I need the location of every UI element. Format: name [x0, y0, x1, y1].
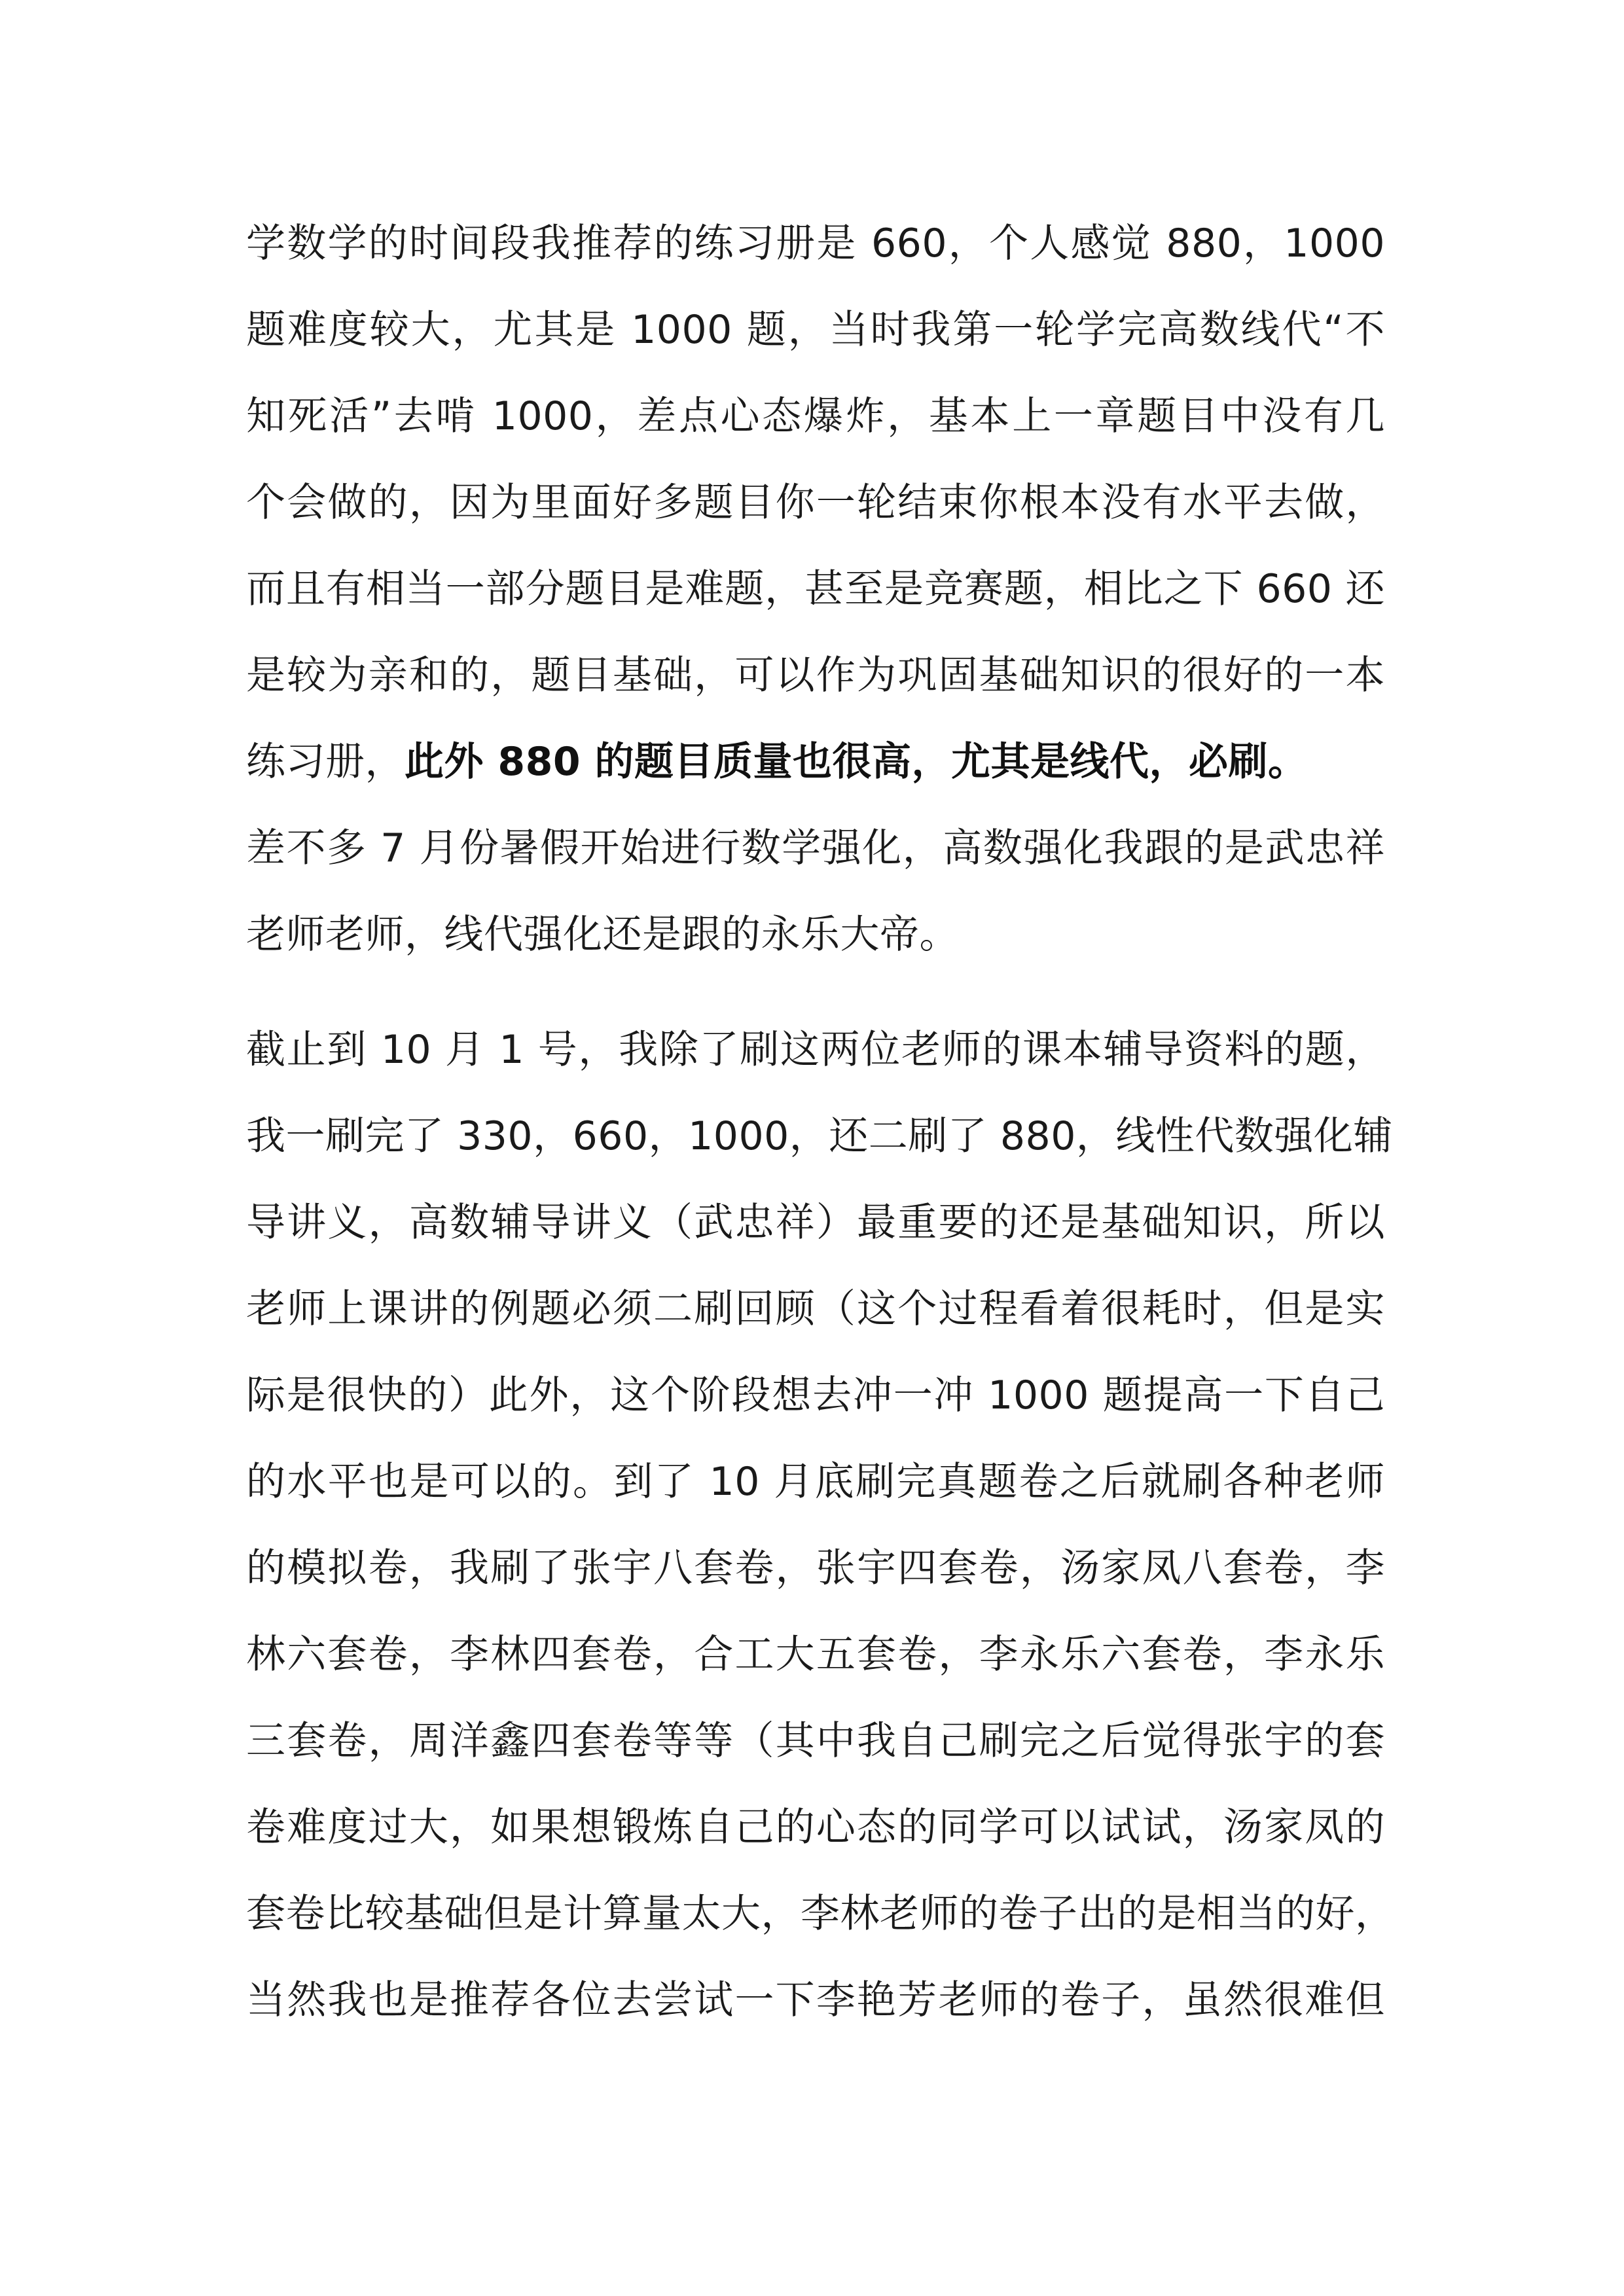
text-line: 的模拟卷，我刷了张宇八套卷，张宇四套卷，汤家凤八套卷，李 — [246, 1545, 1385, 1591]
text-line: 我一刷完了 330，660，1000，还二刷了 880，线性代数强化辅 — [246, 1113, 1393, 1159]
paragraph-study-materials — [246, 200, 1385, 978]
text-line: 际是很快的）此外，这个阶段想去冲一冲 1000 题提高一下自己 — [246, 1372, 1385, 1418]
text-line: 老师老师，线代强化还是跟的永乐大帝。 — [246, 912, 959, 958]
text-line: 是较为亲和的，题目基础，可以作为巩固基础知识的很好的一本 — [246, 653, 1385, 698]
text-normal: 练习册， — [246, 739, 405, 785]
text-line: 的水平也是可以的。到了 10 月底刷完真题卷之后就刷各种老师 — [246, 1459, 1385, 1505]
text-emphasis: 此外 880 的题目质量也很高，尤其是线代，必刷。 — [405, 739, 1308, 785]
text-line: 截止到 10 月 1 号，我除了刷这两位老师的课本辅导资料的题， — [246, 1027, 1385, 1073]
text-line-with-emphasis — [246, 719, 1385, 805]
text-line: 而且有相当一部分题目是难题，甚至是竞赛题，相比之下 660 还 — [246, 566, 1385, 612]
text-line: 老师上课讲的例题必须二刷回顾（这个过程看着很耗时，但是实 — [246, 1286, 1385, 1332]
text-line: 学数学的时间段我推荐的练习册是 660，个人感觉 880，1000 — [246, 221, 1385, 266]
text-line: 套卷比较基础但是计算量太大，李林老师的卷子出的是相当的好， — [246, 1891, 1395, 1937]
text-line: 个会做的，因为里面好多题目你一轮结束你根本没有水平去做， — [246, 480, 1385, 526]
text-line: 导讲义，高数辅导讲义（武忠祥）最重要的还是基础知识，所以 — [246, 1200, 1385, 1246]
text-line: 林六套卷，李林四套卷，合工大五套卷，李永乐六套卷，李永乐 — [246, 1632, 1385, 1677]
text-line: 差不多 7 月份暑假开始进行数学强化，高数强化我跟的是武忠祥 — [246, 825, 1385, 871]
text-line: 当然我也是推荐各位去尝试一下李艳芳老师的卷子，虽然很难但 — [246, 1977, 1385, 2023]
text-line: 三套卷，周洋鑫四套卷等等（其中我自己刷完之后觉得张宇的套 — [246, 1718, 1385, 1764]
text-line: 题难度较大，尤其是 1000 题，当时我第一轮学完高数线代“不 — [246, 307, 1385, 353]
text-line: 卷难度过大，如果想锻炼自己的心态的同学可以试试，汤家凤的 — [246, 1804, 1385, 1850]
text-line: 知死活”去啃 1000，差点心态爆炸，基本上一章题目中没有几 — [246, 393, 1385, 439]
paragraph-practice-timeline — [246, 1007, 1395, 2043]
